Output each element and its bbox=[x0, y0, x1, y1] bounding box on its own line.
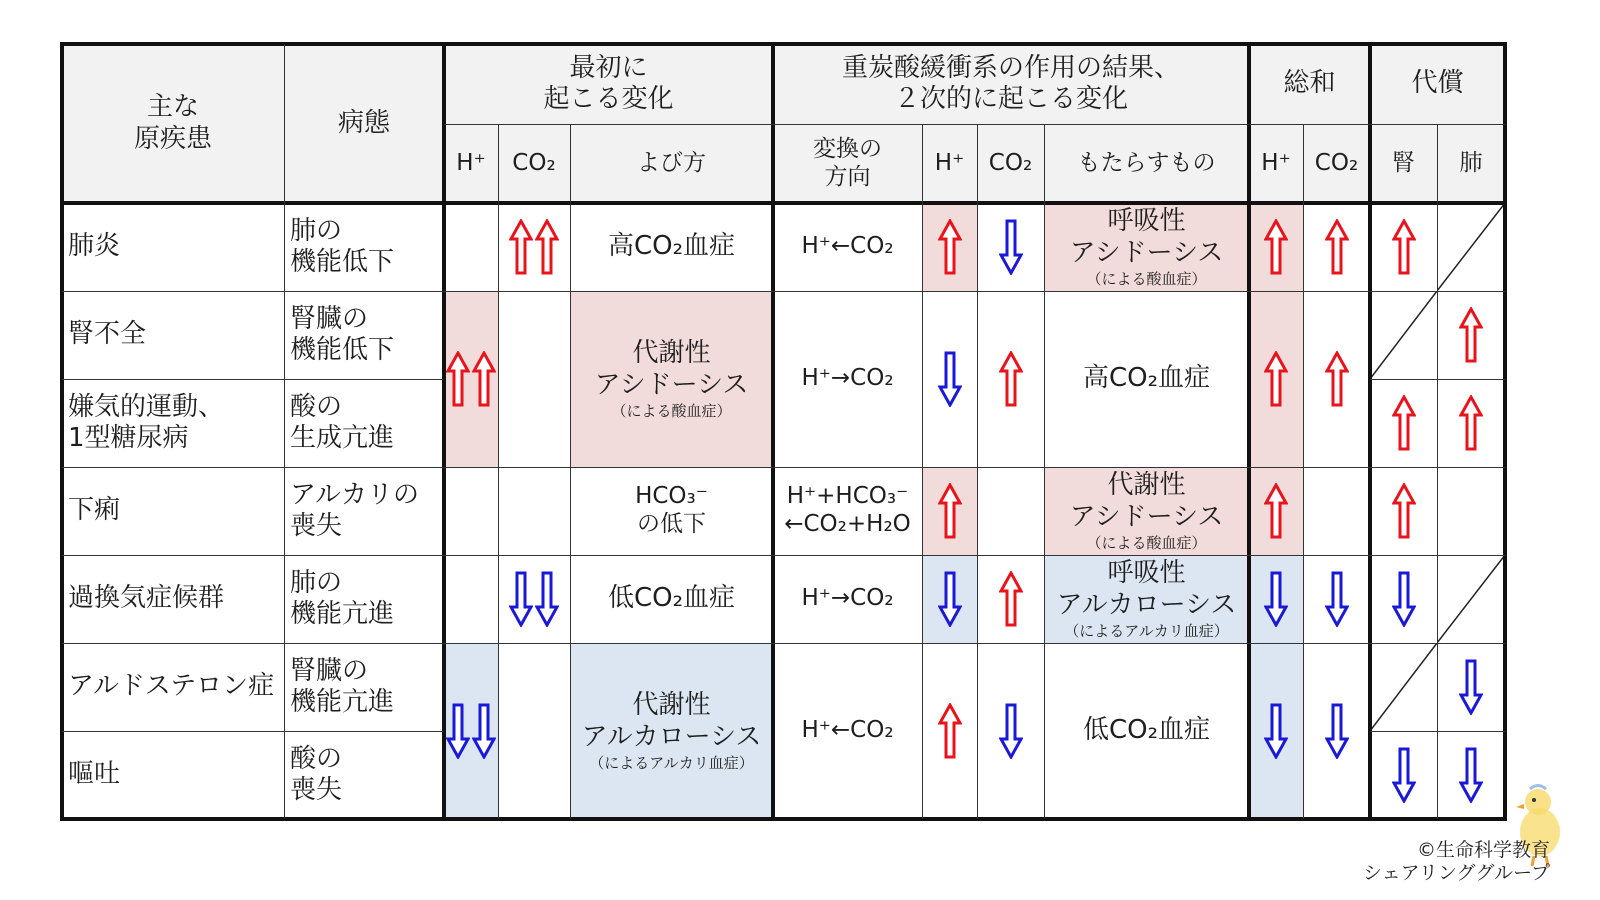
up-arrow-icon bbox=[999, 351, 1023, 407]
row-disease bbox=[62, 643, 284, 731]
subheader-name bbox=[570, 124, 773, 203]
up-arrow-icon bbox=[1392, 395, 1416, 451]
compensation-lung-cell bbox=[1437, 555, 1505, 643]
arrow-group bbox=[1264, 571, 1288, 627]
arrow-group bbox=[1264, 219, 1288, 275]
initial-co2-cell bbox=[498, 555, 570, 643]
name-label: 代謝性 アルカローシス bbox=[581, 690, 762, 752]
initial-h-cell bbox=[444, 643, 498, 819]
grid-line bbox=[922, 124, 923, 819]
grid-line bbox=[570, 124, 571, 819]
down-arrow-icon bbox=[509, 571, 533, 627]
grid-line bbox=[1370, 291, 1505, 292]
grid-line bbox=[570, 467, 1370, 468]
not-applicable-slash bbox=[1370, 291, 1437, 379]
header-initial bbox=[444, 44, 773, 124]
state-label: 腎臓の 機能亢進 bbox=[290, 655, 395, 717]
grid-line bbox=[570, 555, 1370, 556]
secondary-h-cell bbox=[922, 467, 977, 555]
result-cell bbox=[1044, 555, 1249, 643]
grid-line bbox=[62, 379, 444, 380]
name-note: （によるアルカリ血症） bbox=[589, 753, 754, 772]
up-arrow-icon bbox=[535, 219, 559, 275]
subheader-h bbox=[922, 124, 977, 203]
grid-line bbox=[1503, 44, 1507, 819]
row-state bbox=[284, 555, 444, 643]
compensation-kidney-cell bbox=[1370, 379, 1437, 467]
subheader-co2 bbox=[977, 124, 1044, 203]
up-arrow-icon bbox=[1325, 219, 1349, 275]
total-co2-cell bbox=[1303, 203, 1370, 291]
arrow-group bbox=[1392, 747, 1416, 803]
disease-label: 嘔吐 bbox=[68, 759, 121, 790]
compensation-kidney-cell bbox=[1370, 291, 1437, 379]
compensation-lung-cell bbox=[1437, 291, 1505, 379]
subheader-h-label: H⁺ bbox=[456, 149, 486, 176]
down-arrow-icon bbox=[999, 219, 1023, 275]
compensation-lung-cell bbox=[1437, 379, 1505, 467]
disease-label: アルドステロン症 bbox=[68, 671, 275, 702]
initial-h-cell bbox=[444, 203, 498, 291]
result-label: 代謝性 アシドーシス bbox=[1069, 470, 1224, 532]
arrow-group bbox=[999, 219, 1023, 275]
conversion-cell bbox=[773, 467, 922, 555]
disease-label: 腎不全 bbox=[68, 319, 147, 350]
not-applicable-slash bbox=[1437, 203, 1505, 291]
arrow-group bbox=[446, 351, 496, 407]
row-disease bbox=[62, 291, 284, 379]
arrow-group bbox=[1392, 571, 1416, 627]
subheader-lung-label: 肺 bbox=[1459, 149, 1483, 176]
arrow-group bbox=[999, 571, 1023, 627]
grid-line bbox=[771, 44, 775, 819]
down-arrow-icon bbox=[938, 351, 962, 407]
subheader-h-label: H⁺ bbox=[934, 149, 965, 176]
down-arrow-icon bbox=[1392, 747, 1416, 803]
arrow-group bbox=[1392, 219, 1416, 275]
total-h-cell bbox=[1249, 643, 1303, 819]
row-disease bbox=[62, 555, 284, 643]
grid-line bbox=[62, 201, 1505, 205]
credit bbox=[1363, 839, 1550, 887]
down-arrow-icon bbox=[1264, 703, 1288, 759]
up-arrow-icon bbox=[1392, 219, 1416, 275]
grid-line bbox=[977, 124, 978, 819]
header-compensation-label: 代償 bbox=[1411, 68, 1464, 99]
up-arrow-icon bbox=[1264, 483, 1288, 539]
grid-line bbox=[444, 555, 570, 556]
row-disease bbox=[62, 379, 284, 467]
subheader-co2-label: CO₂ bbox=[512, 149, 556, 176]
conversion-label: H⁺←CO₂ bbox=[801, 717, 894, 744]
arrow-group bbox=[1325, 571, 1349, 627]
subheader-co2 bbox=[498, 124, 570, 203]
down-arrow-icon bbox=[938, 571, 962, 627]
result-label: 低CO₂血症 bbox=[1082, 715, 1211, 746]
arrow-group bbox=[938, 351, 962, 407]
total-co2-cell bbox=[1303, 643, 1370, 819]
arrow-group bbox=[938, 219, 962, 275]
down-arrow-icon bbox=[446, 703, 470, 759]
up-arrow-icon bbox=[1264, 351, 1288, 407]
grid-line bbox=[1247, 44, 1251, 819]
grid-line bbox=[62, 643, 444, 644]
compensation-lung-cell bbox=[1437, 643, 1505, 731]
arrow-group bbox=[1392, 483, 1416, 539]
row-state bbox=[284, 643, 444, 731]
arrow-group bbox=[1264, 483, 1288, 539]
subheader-co2 bbox=[1303, 124, 1370, 203]
grid-line bbox=[1437, 124, 1438, 819]
down-arrow-icon bbox=[1459, 659, 1483, 715]
initial-co2-cell bbox=[498, 203, 570, 291]
initial-h-cell bbox=[444, 467, 498, 555]
secondary-co2-cell bbox=[977, 467, 1044, 555]
compensation-lung-cell bbox=[1437, 203, 1505, 291]
grid-line bbox=[1368, 44, 1372, 819]
up-arrow-icon bbox=[509, 219, 533, 275]
state-label: 酸の 喪失 bbox=[290, 743, 343, 805]
secondary-h-cell bbox=[922, 203, 977, 291]
arrow-group bbox=[1264, 703, 1288, 759]
subheader-kidney bbox=[1370, 124, 1437, 203]
down-arrow-icon bbox=[535, 571, 559, 627]
up-arrow-icon bbox=[446, 351, 470, 407]
row-state bbox=[284, 291, 444, 379]
up-arrow-icon bbox=[999, 571, 1023, 627]
arrow-group bbox=[999, 703, 1023, 759]
down-arrow-icon bbox=[1325, 571, 1349, 627]
total-h-cell bbox=[1249, 291, 1303, 467]
grid-line bbox=[498, 124, 499, 819]
down-arrow-icon bbox=[1325, 703, 1349, 759]
subheader-conversion-label: 変換の 方向 bbox=[813, 135, 882, 190]
result-note: （による酸血症） bbox=[1086, 269, 1207, 288]
secondary-h-cell bbox=[922, 643, 977, 819]
arrow-group bbox=[938, 483, 962, 539]
down-arrow-icon bbox=[472, 703, 496, 759]
arrow-group bbox=[1459, 659, 1483, 715]
compensation-kidney-cell bbox=[1370, 731, 1437, 819]
name-label: HCO₃⁻ の低下 bbox=[635, 483, 708, 537]
arrow-group bbox=[509, 219, 559, 275]
conversion-label: H⁺→CO₂ bbox=[801, 365, 894, 392]
disease-label: 下痢 bbox=[68, 495, 121, 526]
grid-line bbox=[444, 467, 570, 468]
secondary-h-cell bbox=[922, 291, 977, 467]
arrow-group bbox=[1325, 219, 1349, 275]
result-cell bbox=[1044, 643, 1249, 819]
name-label: 低CO₂血症 bbox=[607, 583, 736, 614]
row-disease bbox=[62, 467, 284, 555]
total-co2-cell bbox=[1303, 555, 1370, 643]
header-disease-label: 主な 原疾患 bbox=[133, 92, 212, 154]
grid-line bbox=[1370, 379, 1505, 380]
secondary-co2-cell bbox=[977, 203, 1044, 291]
arrow-group bbox=[1392, 395, 1416, 451]
grid-line bbox=[442, 44, 446, 819]
row-state bbox=[284, 379, 444, 467]
row-state bbox=[284, 731, 444, 819]
row-state bbox=[284, 203, 444, 291]
subheader-kidney-label: 腎 bbox=[1392, 149, 1415, 176]
row-disease bbox=[62, 203, 284, 291]
secondary-co2-cell bbox=[977, 555, 1044, 643]
subheader-result-label: もたらすもの bbox=[1077, 149, 1216, 176]
up-arrow-icon bbox=[1459, 307, 1483, 363]
grid-line bbox=[570, 643, 1370, 644]
grid-line bbox=[444, 643, 570, 644]
up-arrow-icon bbox=[1325, 351, 1349, 407]
compensation-kidney-cell bbox=[1370, 555, 1437, 643]
down-arrow-icon bbox=[999, 703, 1023, 759]
down-arrow-icon bbox=[1264, 571, 1288, 627]
total-h-cell bbox=[1249, 467, 1303, 555]
state-label: 酸の 生成亢進 bbox=[290, 391, 395, 453]
grid-line bbox=[60, 817, 1507, 821]
name-note: （による酸血症） bbox=[611, 401, 732, 420]
grid-line bbox=[62, 467, 444, 468]
up-arrow-icon bbox=[1264, 219, 1288, 275]
grid-line bbox=[60, 42, 1507, 46]
disease-label: 過換気症候群 bbox=[68, 583, 225, 614]
down-arrow-icon bbox=[1459, 747, 1483, 803]
total-h-cell bbox=[1249, 203, 1303, 291]
not-applicable-slash bbox=[1437, 555, 1505, 643]
arrow-group bbox=[1459, 307, 1483, 363]
not-applicable-slash bbox=[1370, 643, 1437, 731]
state-label: 肺の 機能亢進 bbox=[290, 567, 395, 629]
total-co2-cell bbox=[1303, 467, 1370, 555]
result-note: （による酸血症） bbox=[1086, 533, 1207, 552]
grid-line bbox=[62, 291, 444, 292]
up-arrow-icon bbox=[1459, 395, 1483, 451]
conversion-cell bbox=[773, 555, 922, 643]
result-label: 呼吸性 アルカローシス bbox=[1056, 558, 1237, 620]
arrow-group bbox=[1325, 703, 1349, 759]
conversion-label: H⁺←CO₂ bbox=[801, 233, 894, 260]
header-disease bbox=[62, 44, 284, 203]
result-cell bbox=[1044, 467, 1249, 555]
subheader-co2-label: CO₂ bbox=[1314, 149, 1359, 176]
name-label: 高CO₂血症 bbox=[607, 231, 736, 262]
conversion-cell bbox=[773, 643, 922, 819]
header-buffer bbox=[773, 44, 1249, 124]
up-arrow-icon bbox=[938, 703, 962, 759]
up-arrow-icon bbox=[472, 351, 496, 407]
up-arrow-icon bbox=[1392, 483, 1416, 539]
subheader-lung bbox=[1437, 124, 1505, 203]
grid-line bbox=[1044, 124, 1045, 819]
name-cell bbox=[570, 467, 773, 555]
arrow-group bbox=[1459, 395, 1483, 451]
subheader-h bbox=[444, 124, 498, 203]
state-label: 腎臓の 機能低下 bbox=[290, 303, 395, 365]
compensation-kidney-cell bbox=[1370, 467, 1437, 555]
grid-line bbox=[1370, 467, 1505, 468]
compensation-kidney-cell bbox=[1370, 203, 1437, 291]
initial-co2-cell bbox=[498, 643, 570, 819]
grid-line bbox=[60, 44, 64, 819]
grid-line bbox=[62, 555, 444, 556]
header-state bbox=[284, 44, 444, 203]
initial-h-cell bbox=[444, 291, 498, 467]
name-cell bbox=[570, 203, 773, 291]
subheader-co2-label: CO₂ bbox=[988, 149, 1033, 176]
compensation-lung-cell bbox=[1437, 467, 1505, 555]
arrow-group bbox=[999, 351, 1023, 407]
grid-line bbox=[570, 291, 1370, 292]
conversion-label: H⁺→CO₂ bbox=[801, 585, 894, 612]
conversion-cell bbox=[773, 291, 922, 467]
grid-line bbox=[62, 731, 444, 732]
compensation-kidney-cell bbox=[1370, 643, 1437, 731]
initial-h-cell bbox=[444, 555, 498, 643]
compensation-lung-cell bbox=[1437, 731, 1505, 819]
total-h-cell bbox=[1249, 555, 1303, 643]
row-state bbox=[284, 467, 444, 555]
conversion-label: H⁺+HCO₃⁻ ←CO₂+H₂O bbox=[784, 483, 911, 537]
row-disease bbox=[62, 731, 284, 819]
grid-line bbox=[1370, 643, 1505, 644]
secondary-co2-cell bbox=[977, 643, 1044, 819]
arrow-group bbox=[1264, 351, 1288, 407]
subheader-conversion bbox=[773, 124, 922, 203]
header-total bbox=[1249, 44, 1370, 124]
header-total-label: 総和 bbox=[1283, 68, 1336, 99]
up-arrow-icon bbox=[938, 219, 962, 275]
subheader-h bbox=[1249, 124, 1303, 203]
grid-line bbox=[1370, 731, 1505, 732]
result-cell bbox=[1044, 203, 1249, 291]
disease-label: 肺炎 bbox=[68, 231, 121, 262]
header-initial-label: 最初に 起こる変化 bbox=[543, 52, 674, 114]
header-compensation bbox=[1370, 44, 1505, 124]
state-label: アルカリの 喪失 bbox=[290, 479, 419, 541]
grid-line bbox=[444, 124, 1505, 125]
name-cell bbox=[570, 643, 773, 819]
credit-line2: シェアリンググループ bbox=[1363, 862, 1550, 885]
grid-line bbox=[284, 44, 285, 819]
arrow-group bbox=[938, 571, 962, 627]
grid-line bbox=[444, 291, 570, 292]
result-note: （によるアルカリ血症） bbox=[1064, 621, 1229, 640]
name-cell bbox=[570, 291, 773, 467]
up-arrow-icon bbox=[938, 483, 962, 539]
conversion-cell bbox=[773, 203, 922, 291]
subheader-result bbox=[1044, 124, 1249, 203]
grid-line bbox=[1370, 555, 1505, 556]
result-cell bbox=[1044, 291, 1249, 467]
header-buffer-label: 重炭酸緩衝系の作用の結果、 ２次的に起こる変化 bbox=[841, 52, 1180, 114]
down-arrow-icon bbox=[1392, 571, 1416, 627]
disease-label: 嫌気的運動、 1型糖尿病 bbox=[68, 391, 225, 453]
result-label: 高CO₂血症 bbox=[1082, 363, 1211, 394]
name-cell bbox=[570, 555, 773, 643]
header-state-label: 病態 bbox=[337, 107, 390, 138]
arrow-group bbox=[446, 703, 496, 759]
arrow-group bbox=[509, 571, 559, 627]
arrow-group bbox=[938, 703, 962, 759]
grid-line bbox=[1303, 124, 1304, 819]
secondary-co2-cell bbox=[977, 291, 1044, 467]
name-label: 代謝性 アシドーシス bbox=[594, 338, 749, 400]
initial-co2-cell bbox=[498, 467, 570, 555]
arrow-group bbox=[1325, 351, 1349, 407]
initial-co2-cell bbox=[498, 291, 570, 467]
credit-line1: ©生命科学教育 bbox=[1416, 838, 1550, 861]
state-label: 肺の 機能低下 bbox=[290, 215, 395, 277]
subheader-h-label: H⁺ bbox=[1261, 149, 1291, 176]
result-label: 呼吸性 アシドーシス bbox=[1069, 206, 1224, 268]
total-co2-cell bbox=[1303, 291, 1370, 467]
subheader-name-label: よび方 bbox=[637, 149, 706, 176]
arrow-group bbox=[1459, 747, 1483, 803]
secondary-h-cell bbox=[922, 555, 977, 643]
